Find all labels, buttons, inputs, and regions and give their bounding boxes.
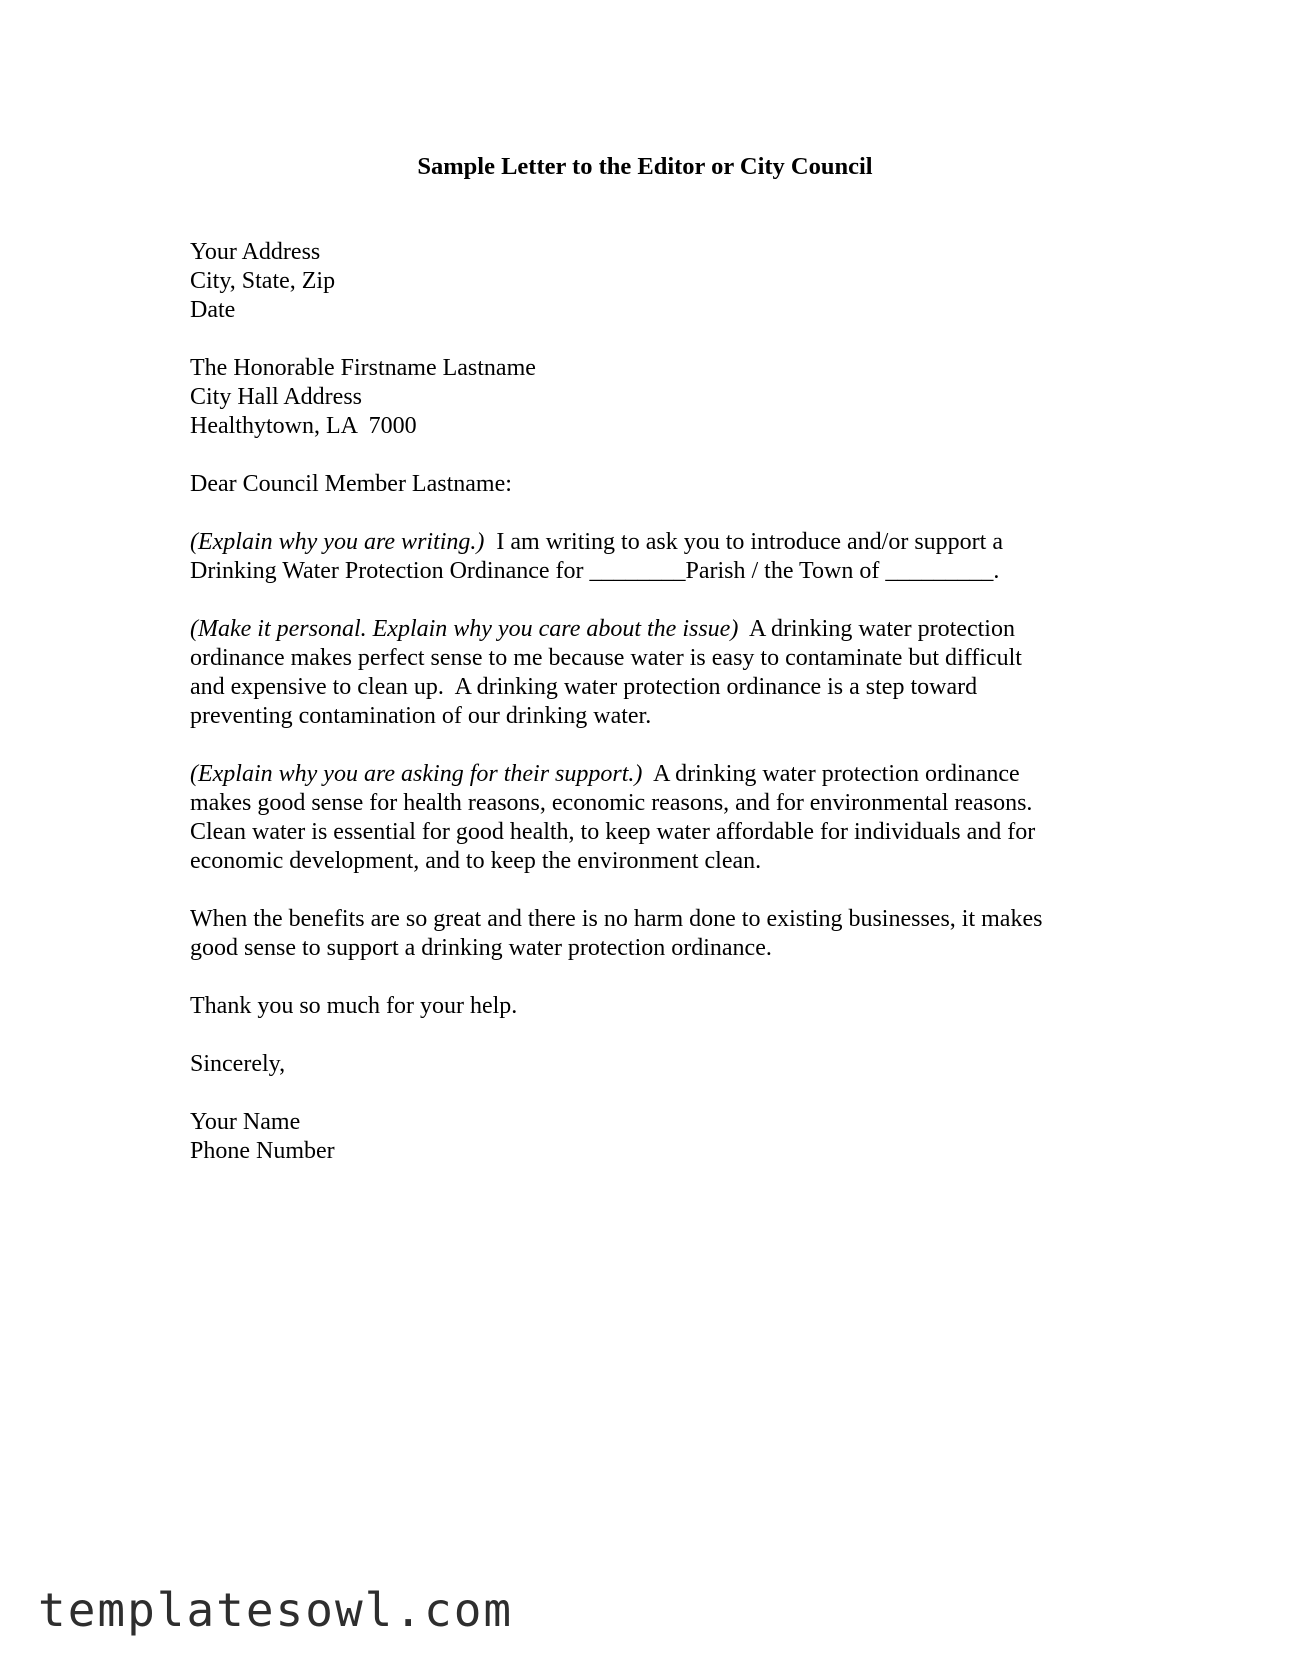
paragraph-text: Drinking Water Protection Ordinance for ________Parish / the Town of _________.: [190, 558, 1000, 584]
salutation: Dear Council Member Lastname:: [190, 471, 512, 497]
paragraph-text: A drinking water protection: [738, 616, 1015, 642]
watermark: templatesowl.com: [38, 1583, 514, 1637]
instruction-note: (Explain why you are asking for their support.): [190, 761, 643, 787]
page-title: Sample Letter to the Editor or City Council: [417, 153, 873, 180]
sender-city-state-zip: City, State, Zip: [190, 268, 336, 294]
paragraph-text: A drinking water protection ordinance: [642, 761, 1020, 787]
thanks-line: Thank you so much for your help.: [190, 993, 518, 1019]
sender-date: Date: [190, 297, 236, 323]
closing: Sincerely,: [190, 1051, 286, 1077]
letter-body: [190, 238, 1130, 1195]
paragraph-text: I am writing to ask you to introduce and/or support a: [484, 529, 1003, 555]
paragraph-why-writing: [190, 528, 1130, 586]
sender-block: [190, 238, 1130, 325]
paragraph-support: [190, 760, 1130, 876]
recipient-block: [190, 354, 1130, 441]
paragraph-text: good sense to support a drinking water protection ordinance.: [190, 935, 772, 961]
signature-name: Your Name: [190, 1109, 301, 1135]
paragraph-text: and expensive to clean up. A drinking water protection ordinance is a step toward: [190, 674, 978, 700]
recipient-name: The Honorable Firstname Lastname: [190, 355, 536, 381]
recipient-address: City Hall Address: [190, 384, 362, 410]
recipient-city-line: Healthytown, LA 7000: [190, 413, 417, 439]
paragraph-text: preventing contamination of our drinking water.: [190, 703, 652, 729]
paragraph-personal: [190, 615, 1130, 731]
signature-phone: Phone Number: [190, 1138, 335, 1164]
paragraph-text: When the benefits are so great and there is no harm done to existing businesses, it makes: [190, 906, 1043, 932]
instruction-note: (Make it personal. Explain why you care about the issue): [190, 616, 739, 642]
instruction-note: (Explain why you are writing.): [190, 529, 485, 555]
signature-block: [190, 1108, 1130, 1166]
paragraph-text: economic development, and to keep the environment clean.: [190, 848, 762, 874]
paragraph-text: Clean water is essential for good health, to keep water affordable for individuals and for: [190, 819, 1036, 845]
paragraph-benefits: [190, 905, 1130, 963]
paragraph-text: ordinance makes perfect sense to me because water is easy to contaminate but difficult: [190, 645, 1022, 671]
paragraph-text: makes good sense for health reasons, economic reasons, and for environmental reasons.: [190, 790, 1033, 816]
sender-address: Your Address: [190, 239, 321, 265]
